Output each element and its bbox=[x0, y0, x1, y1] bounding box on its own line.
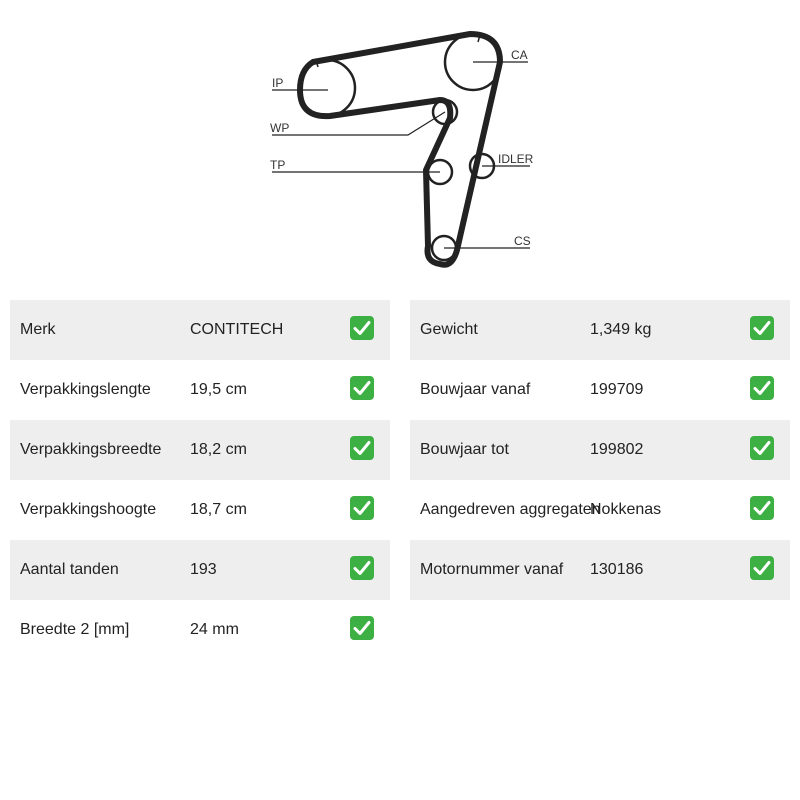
check-mark-icon bbox=[750, 376, 774, 400]
table-row bbox=[10, 360, 390, 420]
spec-value: 1,349 kg bbox=[590, 321, 652, 338]
check-mark-icon bbox=[750, 496, 774, 520]
spec-table-right bbox=[410, 300, 790, 600]
table-row bbox=[10, 300, 390, 360]
label-ip: IP bbox=[272, 76, 284, 90]
table-row bbox=[410, 360, 790, 420]
belt-path bbox=[300, 34, 500, 265]
table-row bbox=[10, 480, 390, 540]
spec-table-left bbox=[10, 300, 390, 660]
spec-label: Breedte 2 [mm] bbox=[20, 621, 130, 638]
spec-value: 199802 bbox=[590, 441, 644, 458]
check-mark-icon bbox=[750, 436, 774, 460]
table-row bbox=[410, 480, 790, 540]
check-mark-icon bbox=[750, 316, 774, 340]
pulley-ip bbox=[299, 60, 355, 116]
spec-label: Verpakkingsbreedte bbox=[20, 441, 162, 458]
check-mark-icon bbox=[350, 316, 374, 340]
spec-label: Bouwjaar tot bbox=[420, 441, 509, 458]
label-ca: CA bbox=[511, 48, 528, 62]
check-mark-icon bbox=[350, 616, 374, 640]
check-mark-icon bbox=[350, 496, 374, 520]
spec-label: Merk bbox=[20, 321, 56, 338]
spec-value: 24 mm bbox=[190, 621, 239, 638]
label-wp: WP bbox=[270, 121, 290, 135]
spec-value: CONTITECH bbox=[190, 321, 284, 338]
spec-value: 18,7 cm bbox=[190, 501, 247, 518]
check-mark-icon bbox=[350, 556, 374, 580]
spec-value: 19,5 cm bbox=[190, 381, 247, 398]
label-cs: CS bbox=[514, 234, 531, 248]
spec-label: Verpakkingslengte bbox=[20, 381, 151, 398]
spec-label: Aangedreven aggregaten bbox=[420, 501, 601, 518]
timing-belt-diagram bbox=[0, 0, 800, 280]
table-row bbox=[410, 300, 790, 360]
spec-value: 193 bbox=[190, 561, 217, 578]
spec-label: Motornummer vanaf bbox=[420, 561, 564, 578]
spec-label: Verpakkingshoogte bbox=[20, 501, 157, 518]
spec-value: 18,2 cm bbox=[190, 441, 247, 458]
label-tp: TP bbox=[270, 158, 286, 172]
label-idler: IDLER bbox=[498, 152, 534, 166]
spec-value: 130186 bbox=[590, 561, 644, 578]
spec-label: Gewicht bbox=[420, 321, 478, 338]
table-row bbox=[10, 420, 390, 480]
check-mark-icon bbox=[350, 436, 374, 460]
spec-value: Nokkenas bbox=[590, 501, 662, 518]
spec-label: Bouwjaar vanaf bbox=[420, 381, 531, 398]
table-row bbox=[10, 600, 390, 660]
table-row bbox=[410, 420, 790, 480]
spec-value: 199709 bbox=[590, 381, 644, 398]
check-mark-icon bbox=[750, 556, 774, 580]
table-row bbox=[410, 540, 790, 600]
table-row bbox=[10, 540, 390, 600]
spec-label: Aantal tanden bbox=[20, 561, 119, 578]
check-mark-icon bbox=[350, 376, 374, 400]
